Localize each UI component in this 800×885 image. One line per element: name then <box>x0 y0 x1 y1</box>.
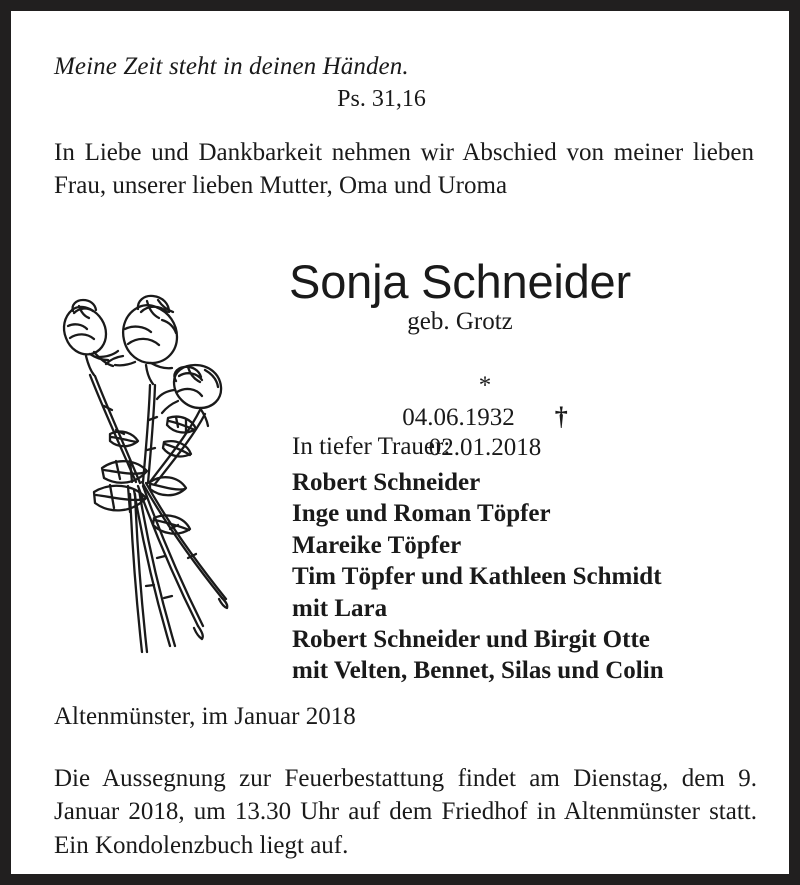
notice-content <box>14 14 786 871</box>
epigraph-source: Ps. 31,16 <box>337 86 426 112</box>
list-item: Robert Schneider und Birgit Otte <box>292 625 650 653</box>
list-item: Mareike Töpfer <box>292 531 462 559</box>
birth-date: 04.06.1932 <box>402 404 515 432</box>
deceased-name: Sonja Schneider <box>289 255 631 308</box>
death-date: 02.01.2018 <box>428 434 542 462</box>
place-and-date: Altenmünster, im Januar 2018 <box>54 703 356 730</box>
epigraph-text: Meine Zeit steht in deinen Händen. <box>54 53 409 80</box>
list-item: Inge und Roman Töpfer <box>292 500 551 528</box>
mourners-list <box>292 467 752 687</box>
ceremony-details: Die Aussegnung zur Feuerbestattung findet am Dienstag, dem 9. Januar 2018, um 13.30 Uhr auf dem Friedhof in Altenmünster statt. Ein Kondolenzbuch liegt auf. <box>54 765 757 859</box>
maiden-name: geb. Grotz <box>407 308 513 336</box>
death-cross-icon: † <box>554 402 568 432</box>
mourners-heading: In tiefer Trauer: <box>292 433 451 460</box>
list-item: Tim Töpfer und Kathleen Schmidt <box>292 563 662 591</box>
list-item: mit Lara <box>292 594 388 622</box>
mourners-block <box>292 432 752 687</box>
list-item: mit Velten, Bennet, Silas und Colin <box>292 657 664 685</box>
birth-symbol-icon: * <box>478 372 492 400</box>
intro-paragraph: In Liebe und Dankbarkeit nehmen wir Abschied von meiner lieben Frau, unserer lieben Mutter, Oma und Uroma <box>54 139 754 200</box>
list-item: Robert Schneider <box>292 469 481 496</box>
